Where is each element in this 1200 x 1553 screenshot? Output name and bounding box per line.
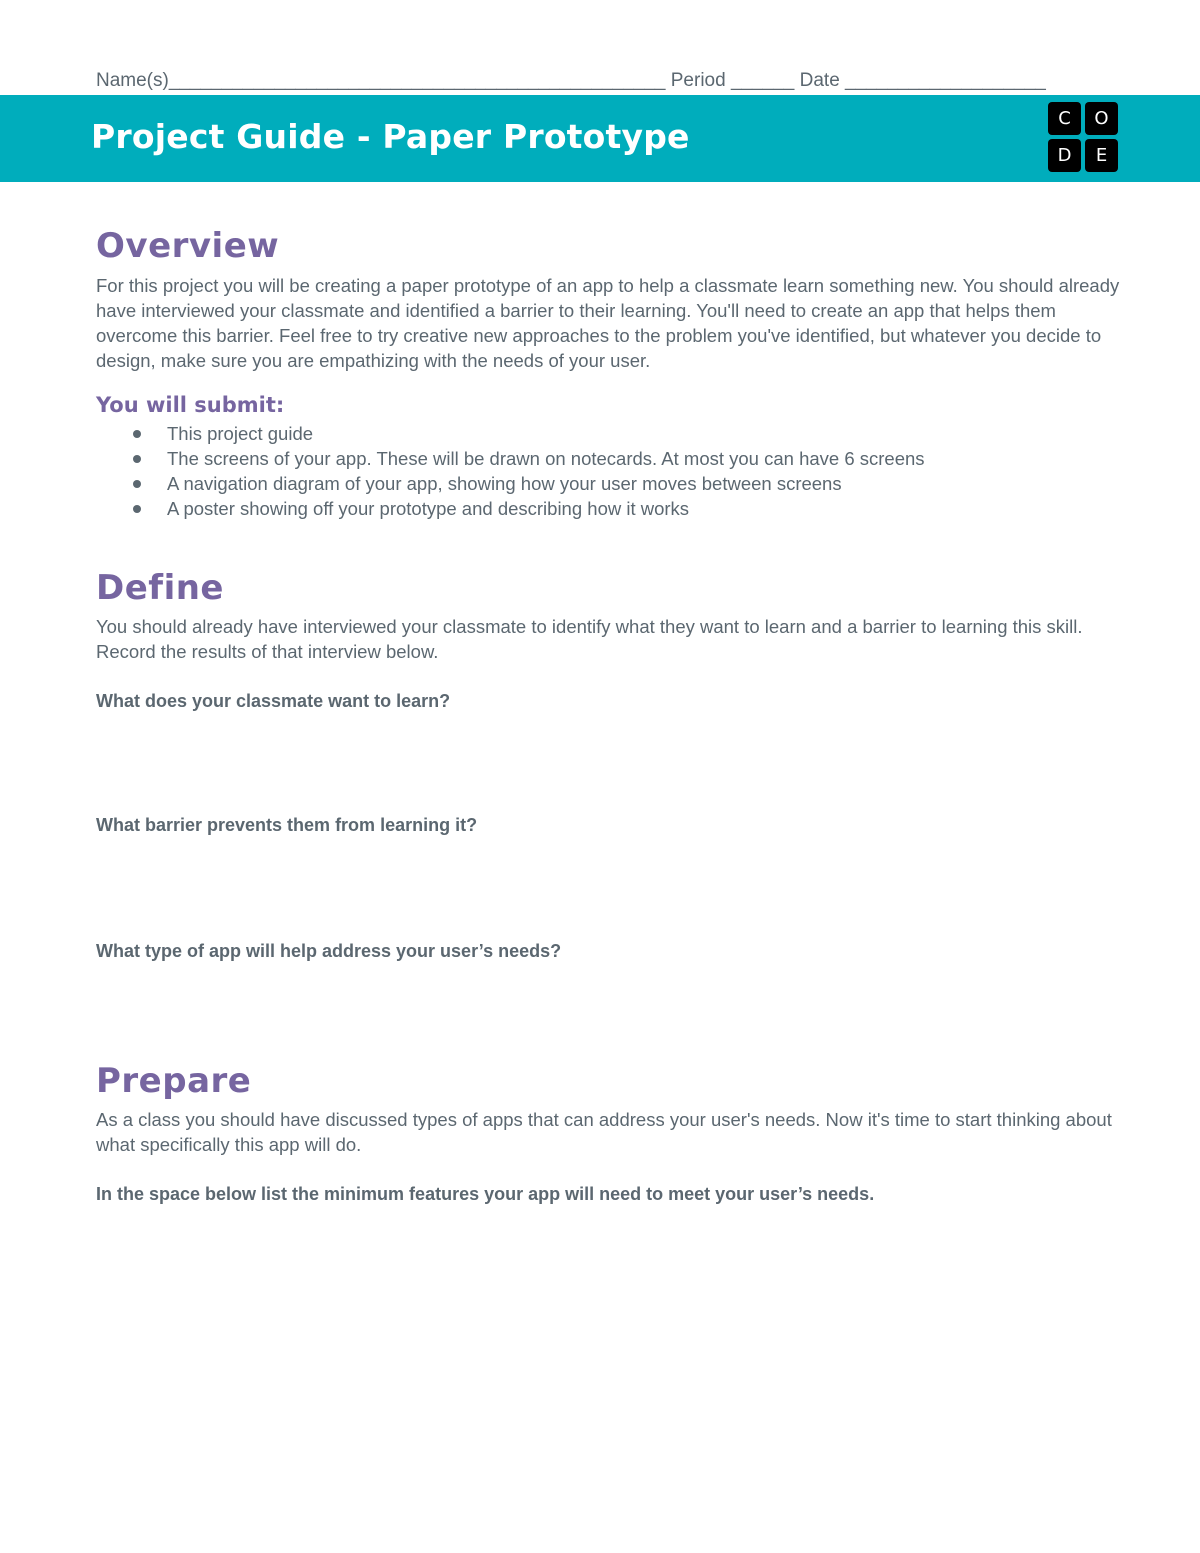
overview-heading: Overview xyxy=(96,226,280,266)
list-item: This project guide xyxy=(96,421,1096,446)
bullet-icon xyxy=(133,430,141,438)
logo-letter-d: D xyxy=(1048,139,1081,172)
bullet-icon xyxy=(133,505,141,513)
features-instruction: In the space below list the minimum features your app will need to meet your user’s needs. xyxy=(96,1184,875,1204)
name-period-date-line: Name(s)_______________________________________________ Period ______ Date ___________________ xyxy=(96,70,1046,91)
page-title: Project Guide - Paper Prototype xyxy=(91,117,690,156)
question-barrier: What barrier prevents them from learning it? xyxy=(96,815,478,835)
define-heading: Define xyxy=(96,568,224,608)
logo-letter-o: O xyxy=(1085,102,1118,135)
bullet-icon xyxy=(133,480,141,488)
logo-letter-c: C xyxy=(1048,102,1081,135)
prepare-heading: Prepare xyxy=(96,1061,252,1101)
question-want-to-learn: What does your classmate want to learn? xyxy=(96,691,451,711)
list-item: A poster showing off your prototype and describing how it works xyxy=(96,496,1096,521)
logo-letter-e: E xyxy=(1085,139,1118,172)
code-logo xyxy=(1048,102,1119,173)
define-text: You should already have interviewed your classmate to identify what they want to learn and a barrier to learning this skill. Record the results of that interview below. xyxy=(96,616,1083,662)
prepare-text: As a class you should have discussed types of apps that can address your user's needs. Now it's time to start thinking about what specifically this app will do. xyxy=(96,1109,1112,1155)
submit-heading: You will submit: xyxy=(96,393,285,417)
overview-text: For this project you will be creating a paper prototype of an app to help a classmate learn something new. You should already have interviewed your classmate and identified a barrier to their learning. You'll need to create an app that helps them overcome this barrier. Feel free to try creative new approaches to the problem you've identified, but whatever you decide to design, make sure you are empathizing with the needs of your user. xyxy=(96,275,1120,371)
list-item: The screens of your app. These will be drawn on notecards. At most you can have 6 screens xyxy=(96,446,1096,471)
bullet-icon xyxy=(133,455,141,463)
question-app-type: What type of app will help address your user’s needs? xyxy=(96,941,562,961)
submit-list xyxy=(96,421,1096,521)
list-item: A navigation diagram of your app, showing how your user moves between screens xyxy=(96,471,1096,496)
